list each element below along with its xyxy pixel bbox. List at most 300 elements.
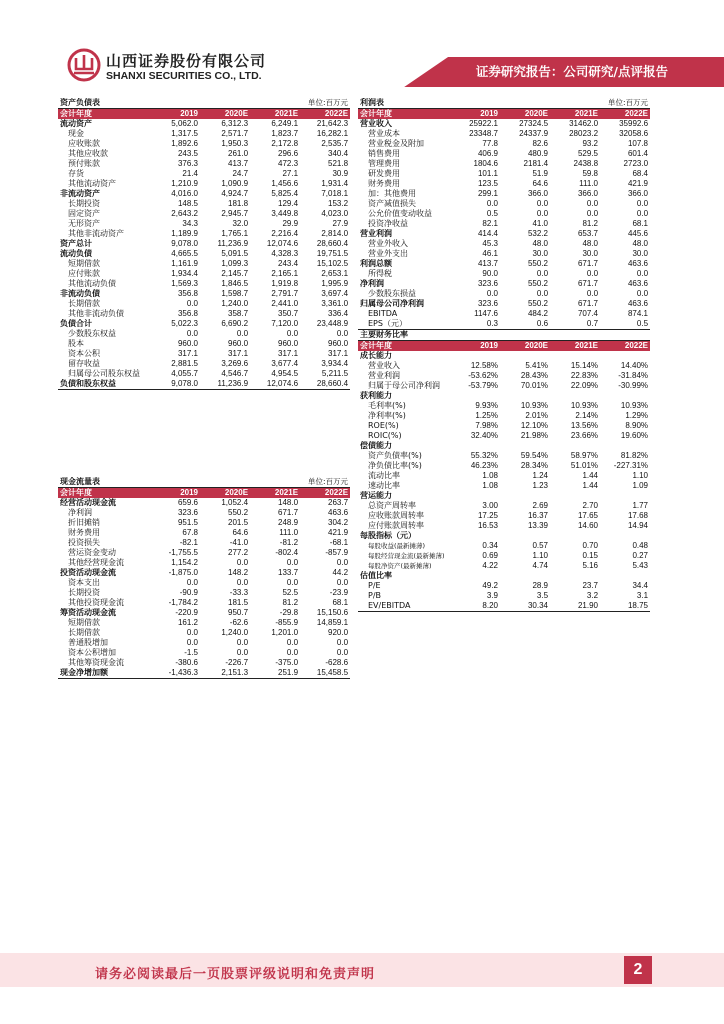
row-label: 营业成本 <box>368 129 400 138</box>
value-cell: 1.44 <box>582 471 599 480</box>
table-row <box>58 588 350 598</box>
row-label: 投资损失 <box>68 538 100 547</box>
table-row <box>58 638 350 648</box>
value-cell: 51.01% <box>570 461 599 470</box>
row-label: 长期借款 <box>68 628 100 637</box>
value-cell: 920.0 <box>328 628 349 637</box>
value-cell: 13.39 <box>527 521 549 530</box>
value-cell: 1,919.8 <box>271 279 299 288</box>
table-row <box>358 481 650 491</box>
value-cell: 21.98% <box>520 431 549 440</box>
table-row <box>58 239 350 249</box>
table-row <box>58 309 350 319</box>
value-cell: 9,078.0 <box>171 239 198 248</box>
value-cell: 11,236.9 <box>200 379 250 390</box>
value-cell: -628.6 <box>325 658 349 667</box>
row-label: 利润总额 <box>360 259 392 268</box>
value-cell: 123.5 <box>477 179 498 188</box>
table-row <box>358 129 650 139</box>
value-cell: 463.6 <box>627 279 649 288</box>
unit-label: 单位:百万元 <box>250 98 350 109</box>
value-cell: 1,154.2 <box>171 558 198 567</box>
value-cell: 0.0 <box>286 638 299 647</box>
value-cell: 2,643.2 <box>171 209 198 218</box>
value-cell: 2,535.7 <box>321 139 349 148</box>
value-cell: 0.0 <box>586 269 599 278</box>
value-cell: 148.2 <box>228 568 249 577</box>
row-label: EPS（元） <box>358 319 450 330</box>
row-label: 速动比率 <box>368 481 400 490</box>
value-cell: 1,823.7 <box>271 129 299 138</box>
value-cell: 6,249.1 <box>271 119 299 128</box>
value-cell: 34.4 <box>632 581 649 590</box>
table-row <box>58 568 350 578</box>
table-row <box>358 421 650 431</box>
value-cell: 14.40% <box>620 361 649 370</box>
row-label: 长期借款 <box>68 299 100 308</box>
column-header-year: 2022E <box>600 341 650 352</box>
value-cell: 261.0 <box>228 149 249 158</box>
value-cell: 2,151.3 <box>200 668 250 679</box>
value-cell: 480.9 <box>527 149 549 158</box>
value-cell: -81.2 <box>279 538 299 547</box>
value-cell: 1.77 <box>632 501 649 510</box>
value-cell: 30.0 <box>582 249 599 258</box>
value-cell: 64.6 <box>232 528 249 537</box>
table-row <box>58 508 350 518</box>
row-label: 其他经营现金流 <box>68 558 124 567</box>
value-cell: 550.2 <box>527 279 549 288</box>
table-title: 资产负债表 <box>58 98 250 109</box>
value-cell: 4,546.7 <box>221 369 249 378</box>
value-cell: 17.25 <box>477 511 498 520</box>
row-label: 负债和股东权益 <box>58 379 150 390</box>
value-cell: 44.2 <box>332 568 349 577</box>
value-cell: 82.6 <box>532 139 549 148</box>
row-label: 毛利率(%) <box>368 401 406 410</box>
row-label: 无形资产 <box>68 219 100 228</box>
column-header-year: 2022E <box>600 109 650 120</box>
value-cell: 0.0 <box>336 638 349 647</box>
table-row <box>358 451 650 461</box>
value-cell: 4.22 <box>482 561 498 570</box>
table-title: 利润表 <box>358 98 550 109</box>
value-cell: 317.1 <box>328 349 349 358</box>
row-label: 销售费用 <box>368 149 400 158</box>
value-cell: 0.0 <box>536 209 549 218</box>
row-label: 普通股增加 <box>68 638 108 647</box>
value-cell: 659.6 <box>177 498 198 507</box>
table-row <box>58 249 350 259</box>
row-label: 营业利润 <box>360 229 392 238</box>
row-label: 应付账款周转率 <box>368 521 424 530</box>
value-cell: 2,172.8 <box>271 139 299 148</box>
value-cell: -220.9 <box>175 608 198 617</box>
table-row <box>58 189 350 199</box>
value-cell: 532.2 <box>527 229 549 238</box>
value-cell: 21.90 <box>550 601 600 612</box>
table-row <box>358 491 650 501</box>
row-label: 资本公积增加 <box>68 648 116 657</box>
table-row <box>358 391 650 401</box>
value-cell: 31462.0 <box>569 119 599 128</box>
value-cell: 111.0 <box>579 179 599 188</box>
value-cell: 550.2 <box>527 259 549 268</box>
row-label: 管理费用 <box>368 159 400 168</box>
row-label: 现金 <box>68 129 84 138</box>
row-label: 营业收入 <box>360 119 392 128</box>
row-label: 估值比率 <box>360 571 392 580</box>
value-cell: 1,598.7 <box>221 289 249 298</box>
table-row <box>358 401 650 411</box>
value-cell: 5.16 <box>582 561 599 570</box>
value-cell: 12.10% <box>520 421 549 430</box>
table-row <box>58 199 350 209</box>
value-cell: 1,456.6 <box>271 179 299 188</box>
value-cell: -62.6 <box>229 618 249 627</box>
value-cell: 19,751.5 <box>316 249 349 258</box>
value-cell: 5,062.0 <box>171 119 198 128</box>
value-cell: 1,950.3 <box>221 139 249 148</box>
row-label: 营运资金变动 <box>68 548 116 557</box>
value-cell: 653.7 <box>577 229 599 238</box>
value-cell: 101.1 <box>477 169 498 178</box>
value-cell: 323.6 <box>477 299 498 308</box>
value-cell: 55.32% <box>470 451 498 460</box>
value-cell: 707.4 <box>577 309 599 318</box>
row-label: 其他投资现金流 <box>68 598 124 607</box>
value-cell: 58.97% <box>570 451 599 460</box>
value-cell: 0.15 <box>582 551 599 560</box>
value-cell: 2.14% <box>575 411 599 420</box>
row-label: 研发费用 <box>368 169 400 178</box>
value-cell: 1,569.3 <box>171 279 198 288</box>
value-cell: 0.0 <box>536 289 549 298</box>
value-cell: -53.79% <box>468 381 498 390</box>
value-cell: 1.09 <box>632 481 649 490</box>
value-cell: 11,236.9 <box>217 239 249 248</box>
table-row <box>58 209 350 219</box>
table-row <box>358 371 650 381</box>
table-row <box>58 269 350 279</box>
value-cell: 30.0 <box>532 249 549 258</box>
value-cell: 15.14% <box>570 361 599 370</box>
value-cell: 0.0 <box>536 269 549 278</box>
value-cell: 413.7 <box>477 259 498 268</box>
value-cell: 27324.5 <box>519 119 549 128</box>
company-name-en: SHANXI SECURITIES CO., LTD. <box>106 70 262 82</box>
table-row <box>358 381 650 391</box>
value-cell: 529.5 <box>577 149 599 158</box>
table-row <box>58 578 350 588</box>
value-cell: 4,954.5 <box>271 369 299 378</box>
table-row <box>58 538 350 548</box>
row-label: 其他筹资现金流 <box>68 658 124 667</box>
value-cell: 950.7 <box>228 608 249 617</box>
table-row <box>58 259 350 269</box>
value-cell: 317.1 <box>228 349 249 358</box>
row-label: 折旧摊销 <box>68 518 100 527</box>
value-cell: 0.0 <box>586 199 599 208</box>
table-row <box>358 199 650 209</box>
value-cell: 0.48 <box>632 541 649 550</box>
value-cell: 1.25% <box>475 411 498 420</box>
row-label: 其他非流动资产 <box>68 229 124 238</box>
table-row <box>358 309 650 319</box>
value-cell: 48.0 <box>632 239 649 248</box>
value-cell: 181.5 <box>228 598 249 607</box>
value-cell: 30.9 <box>332 169 349 178</box>
value-cell: 5.43 <box>632 561 649 570</box>
value-cell: 2,145.7 <box>221 269 249 278</box>
value-cell: 7,018.1 <box>321 189 349 198</box>
value-cell: 1,052.4 <box>221 498 249 507</box>
value-cell: 9,078.0 <box>150 379 200 390</box>
value-cell: 463.6 <box>328 508 349 517</box>
table-row <box>358 351 650 361</box>
value-cell: 366.0 <box>577 189 599 198</box>
table-header-row <box>358 109 650 120</box>
value-cell: 21.4 <box>182 169 198 178</box>
value-cell: 3,269.6 <box>221 359 249 368</box>
table-row <box>358 139 650 149</box>
value-cell: 93.2 <box>582 139 599 148</box>
value-cell: 148.5 <box>177 199 198 208</box>
value-cell: 1.10 <box>632 471 649 480</box>
value-cell: 2,791.7 <box>271 289 299 298</box>
value-cell: 46.23% <box>470 461 498 470</box>
value-cell: 46.1 <box>482 249 498 258</box>
value-cell: 3,934.4 <box>321 359 349 368</box>
value-cell: 10.93% <box>620 401 649 410</box>
value-cell: 243.5 <box>177 149 198 158</box>
value-cell: 0.0 <box>586 289 599 298</box>
value-cell: 0.0 <box>186 628 198 637</box>
value-cell: 0.0 <box>536 199 549 208</box>
value-cell: 601.4 <box>627 149 649 158</box>
value-cell: 27.1 <box>282 169 299 178</box>
table-row <box>58 608 350 618</box>
value-cell: 0.27 <box>632 551 649 560</box>
value-cell: 70.01% <box>520 381 549 390</box>
value-cell: 0.0 <box>186 578 198 587</box>
value-cell: 421.9 <box>328 528 349 537</box>
row-label: ROE(%) <box>368 421 399 430</box>
value-cell: -30.99% <box>618 381 649 390</box>
row-label: 归属于母公司净利润 <box>368 381 440 390</box>
column-header-year: 2022E <box>300 109 350 120</box>
value-cell: 4,665.5 <box>171 249 198 258</box>
value-cell: 52.5 <box>282 588 299 597</box>
value-cell: 304.2 <box>328 518 349 527</box>
row-label: EBITDA <box>368 309 398 318</box>
value-cell: 23.7 <box>582 581 599 590</box>
value-cell: 0.0 <box>486 199 498 208</box>
value-cell: 960.0 <box>328 339 349 348</box>
value-cell: 27.9 <box>332 219 349 228</box>
value-cell: 153.2 <box>328 199 349 208</box>
table-row <box>58 618 350 628</box>
value-cell: 14.94 <box>627 521 649 530</box>
value-cell: 28.43% <box>520 371 549 380</box>
value-cell: 0.0 <box>636 269 649 278</box>
value-cell: 4,328.3 <box>271 249 299 258</box>
row-label: 非流动资产 <box>60 189 100 198</box>
value-cell: 2,881.5 <box>171 359 198 368</box>
value-cell: 299.1 <box>477 189 498 198</box>
balance-sheet-table <box>58 98 350 390</box>
row-label: 加：其他费用 <box>368 189 416 198</box>
table-header-row <box>58 109 350 120</box>
value-cell: 2,216.4 <box>271 229 299 238</box>
value-cell: -380.6 <box>175 658 198 667</box>
value-cell: 960.0 <box>177 339 198 348</box>
value-cell: 0.69 <box>482 551 498 560</box>
row-label: 其他应收款 <box>68 149 108 158</box>
table-row <box>358 551 650 561</box>
value-cell: 376.3 <box>177 159 198 168</box>
value-cell: 1,317.5 <box>171 129 198 138</box>
value-cell: 30.0 <box>632 249 649 258</box>
table-row <box>358 541 650 551</box>
row-label: 存货 <box>68 169 84 178</box>
value-cell: -1,755.5 <box>168 548 198 557</box>
value-cell: 251.9 <box>250 668 300 679</box>
table-row <box>58 149 350 159</box>
value-cell: 356.8 <box>177 309 198 318</box>
company-logo-icon <box>67 48 101 82</box>
value-cell: 0.0 <box>286 578 299 587</box>
value-cell: 0.0 <box>336 648 349 657</box>
row-label: 流动资产 <box>60 119 92 128</box>
value-cell: 0.57 <box>532 541 549 550</box>
value-cell: 1.44 <box>582 481 599 490</box>
value-cell: 0.7 <box>550 319 600 330</box>
unit-label: 单位:百万元 <box>250 477 350 488</box>
value-cell: 0.6 <box>500 319 550 330</box>
table-title: 现金流量表 <box>58 477 250 488</box>
row-label: 偿债能力 <box>360 441 392 450</box>
row-label: 每股净资产(最新摊薄) <box>368 562 432 570</box>
value-cell: 59.54% <box>520 451 549 460</box>
table-row <box>58 219 350 229</box>
value-cell: 350.7 <box>278 309 299 318</box>
row-label: EV/EBITDA <box>358 601 450 612</box>
value-cell: 3,677.4 <box>271 359 299 368</box>
value-cell: 7,120.0 <box>271 319 299 328</box>
value-cell: -29.8 <box>279 608 299 617</box>
row-label: 现金净增加额 <box>58 668 150 679</box>
value-cell: 960.0 <box>228 339 249 348</box>
report-type: 证券研究报告：公司研究/点评报告 <box>475 64 668 79</box>
value-cell: 0.0 <box>336 329 349 338</box>
value-cell: 32.40% <box>470 431 498 440</box>
value-cell: -33.3 <box>229 588 249 597</box>
value-cell: 82.1 <box>482 219 498 228</box>
value-cell: 5,091.5 <box>221 249 249 258</box>
row-label: 每股指标（元） <box>360 531 416 540</box>
table-row <box>358 571 650 581</box>
table-row <box>58 179 350 189</box>
value-cell: 296.6 <box>278 149 299 158</box>
row-label: 净利润 <box>360 279 384 288</box>
table-title: 主要财务比率 <box>358 330 650 341</box>
value-cell: -226.7 <box>225 658 249 667</box>
value-cell: 0.0 <box>636 209 649 218</box>
value-cell: 67.8 <box>182 528 198 537</box>
value-cell: 28023.2 <box>569 129 599 138</box>
row-label: 少数股东权益 <box>68 329 116 338</box>
value-cell: 64.6 <box>532 179 549 188</box>
table-header-row <box>58 488 350 499</box>
table-row <box>358 219 650 229</box>
value-cell: 1,240.0 <box>221 628 249 637</box>
row-label: 资本支出 <box>68 578 100 587</box>
table-row <box>358 441 650 451</box>
value-cell: 0.0 <box>336 578 349 587</box>
value-cell: 0.0 <box>186 638 198 647</box>
value-cell: 3.1 <box>636 591 649 600</box>
value-cell: 3.9 <box>486 591 498 600</box>
table-row <box>58 598 350 608</box>
value-cell: 6,312.3 <box>221 119 249 128</box>
value-cell: 6,690.2 <box>221 319 249 328</box>
value-cell: -23.9 <box>329 588 349 597</box>
table-row <box>358 119 650 129</box>
value-cell: 671.7 <box>577 259 599 268</box>
row-label: 财务费用 <box>368 179 400 188</box>
value-cell: 181.8 <box>228 199 249 208</box>
row-label: 少数股东损益 <box>368 289 416 298</box>
table-row <box>58 119 350 129</box>
value-cell: 14,859.1 <box>316 618 349 627</box>
table-row <box>358 591 650 601</box>
value-cell: -1,784.2 <box>168 598 198 607</box>
value-cell: 2,571.7 <box>221 129 249 138</box>
table-row <box>58 319 350 329</box>
row-label: 营业收入 <box>368 361 400 370</box>
value-cell: 16.53 <box>477 521 498 530</box>
row-label: 其他非流动负债 <box>68 309 124 318</box>
value-cell: 0.5 <box>486 209 498 218</box>
value-cell: 0.70 <box>582 541 599 550</box>
value-cell: 323.6 <box>477 279 498 288</box>
row-label: 公允价值变动收益 <box>368 209 432 218</box>
column-header-year: 2020E <box>200 109 250 120</box>
value-cell: 1,765.1 <box>221 229 249 238</box>
table-row <box>58 329 350 339</box>
row-label: 营业税金及附加 <box>368 139 424 148</box>
table-row <box>358 189 650 199</box>
row-label: 非流动负债 <box>60 289 100 298</box>
row-label: 营业外支出 <box>368 249 408 258</box>
table-row <box>358 431 650 441</box>
table-row <box>58 658 350 668</box>
value-cell: 28,660.4 <box>300 379 350 390</box>
value-cell: 23,448.9 <box>316 319 349 328</box>
value-cell: 0.0 <box>286 329 299 338</box>
value-cell: 358.7 <box>228 309 249 318</box>
value-cell: 10.93% <box>520 401 549 410</box>
value-cell: 28,660.4 <box>316 239 349 248</box>
table-row <box>58 139 350 149</box>
row-label: 资本公积 <box>68 349 100 358</box>
value-cell: 243.4 <box>278 259 299 268</box>
value-cell: 0.5 <box>600 319 650 330</box>
income-ratio-table <box>358 98 650 612</box>
value-cell: 25922.1 <box>469 119 498 128</box>
row-label: 资产负债率(%) <box>368 451 422 460</box>
